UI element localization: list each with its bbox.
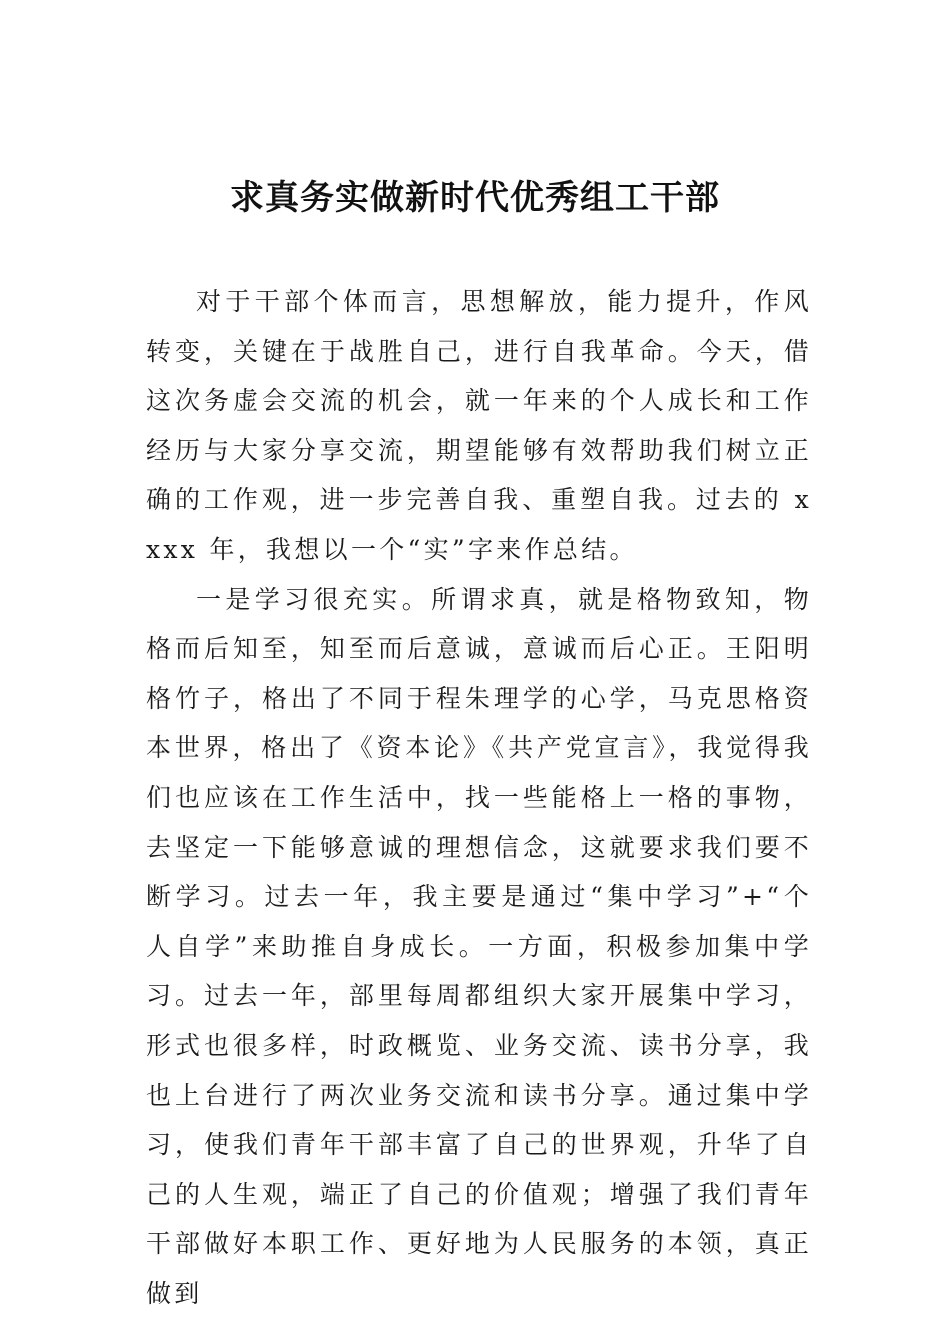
paragraph-intro: 对于干部个体而言，思想解放，能力提升，作风转变，关键在于战胜自己，进行自我革命。今天，借这次务虚会交流的机会，就一年来的个人成长和工作经历与大家分享交流，期望能够有效帮助我们树立正确的工作观，进一步完善自我、重塑自我。过去的 xxxx 年，我想以一个“实”字来作总结。 xyxy=(146,287,812,564)
document-body xyxy=(146,277,812,1318)
page-title: 求真务实做新时代优秀组工干部 xyxy=(230,178,720,218)
paragraph-study: 一是学习很充实。所谓求真，就是格物致知，物格而后知至，知至而后意诚，意诚而后心正。王阳明格竹子，格出了不同于程朱理学的心学，马克思格资本世界，格出了《资本论》《共产党宣言》，我觉得我们也应该在工作生活中，找一些能格上一格的事物，去坚定一下能够意诚的理想信念，这就要求我们要不断学习。过去一年，我主要是通过“集中学习”+“个人自学”来助推自身成长。一方面，积极参加集中学习。过去一年，部里每周都组织大家开展集中学习，形式也很多样，时政概览、业务交流、读书分享，我也上台进行了两次业务交流和读书分享。通过集中学习，使我们青年干部丰富了自己的世界观，升华了自己的人生观，端正了自己的价值观；增强了我们青年干部做好本职工作、更好地为人民服务的本领，真正做到 xyxy=(146,584,812,1308)
